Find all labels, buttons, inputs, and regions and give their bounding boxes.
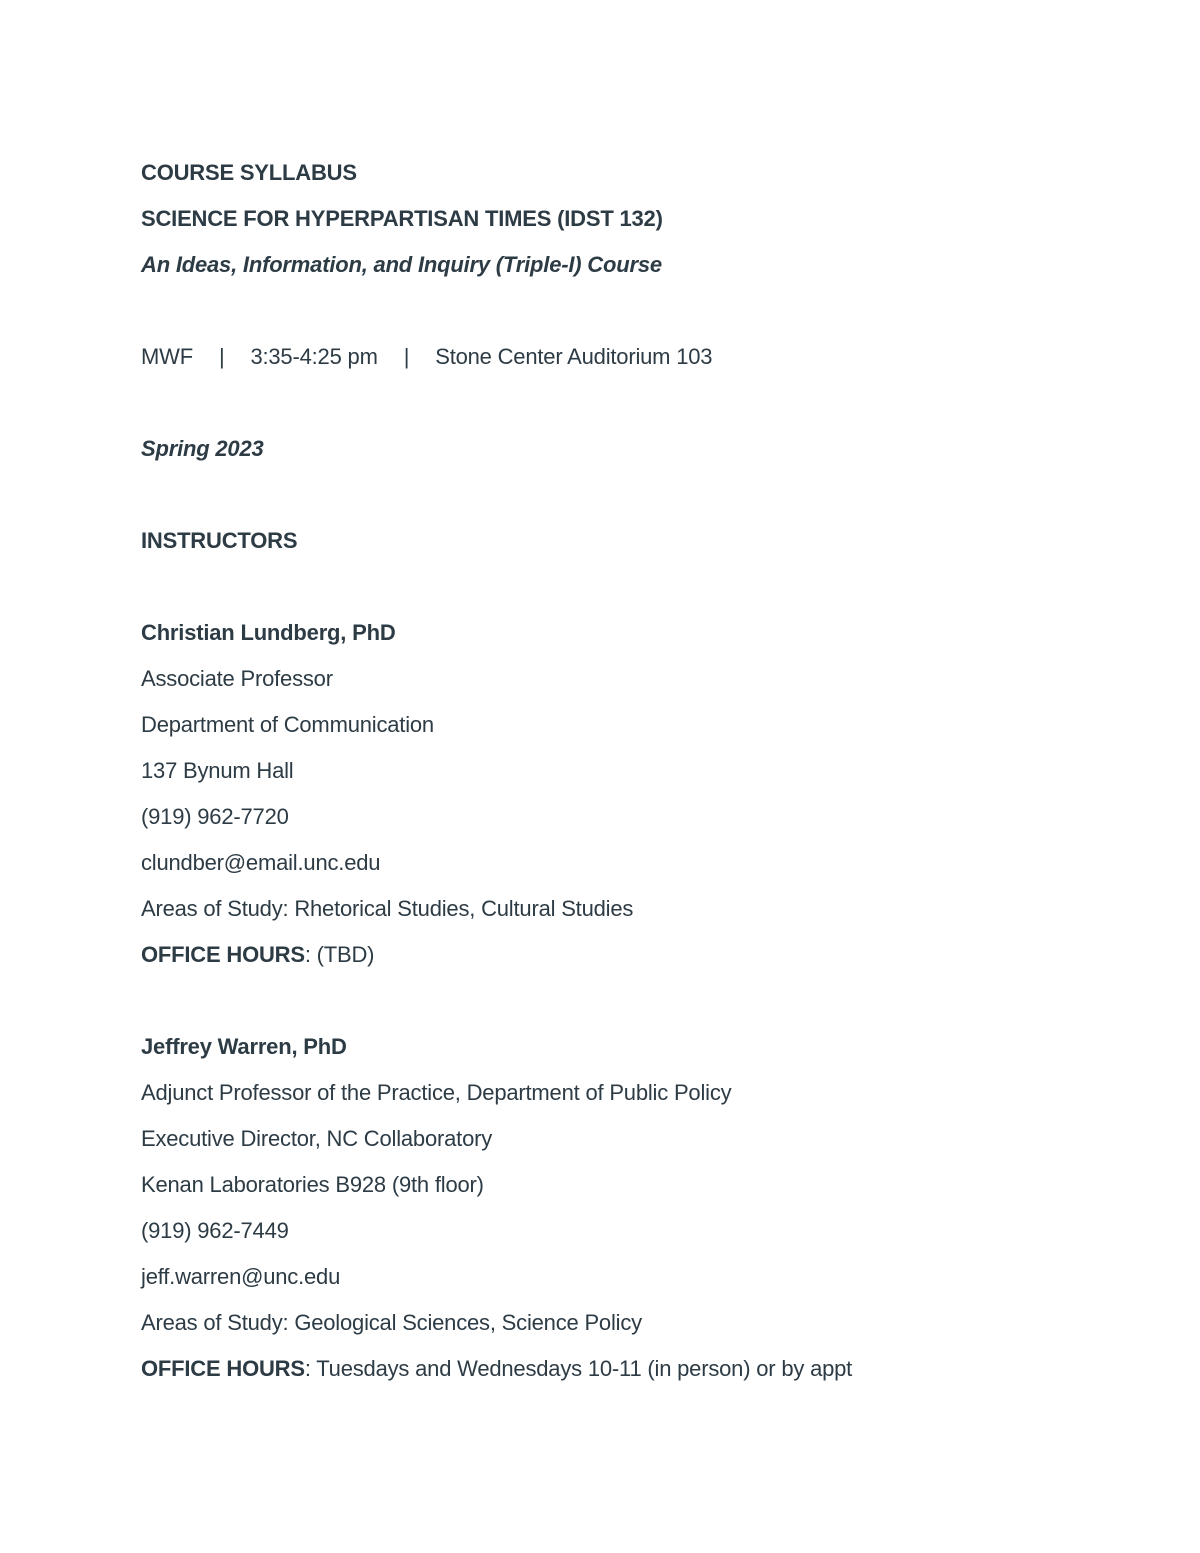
instructor-block (141, 1032, 1101, 1400)
instructor-areas: Areas of Study: Geological Sciences, Science Policy (141, 1310, 642, 1335)
term: Spring 2023 (141, 436, 264, 461)
office-hours-label: OFFICE HOURS (141, 942, 305, 967)
office-hours-value: : (TBD) (304, 942, 375, 967)
instructor-title: Associate Professor (141, 666, 333, 691)
instructor-office: 137 Bynum Hall (141, 758, 294, 783)
course-subtitle: An Ideas, Information, and Inquiry (Triple-I) Course (141, 252, 662, 277)
spacer (141, 480, 1101, 526)
office-hours-value: : Tuesdays and Wednesdays 10-11 (in person) or by appt (304, 1356, 853, 1381)
instructor-name: Christian Lundberg, PhD (141, 620, 396, 645)
instructor-role: Executive Director, NC Collaboratory (141, 1126, 493, 1151)
instructor-office-hours (141, 1354, 1101, 1400)
instructor-phone: (919) 962-7720 (141, 804, 289, 829)
spacer (141, 388, 1101, 434)
doc-label: COURSE SYLLABUS (141, 160, 357, 185)
schedule-location: Stone Center Auditorium 103 (435, 344, 713, 369)
instructor-office: Kenan Laboratories B928 (9th floor) (141, 1172, 484, 1197)
instructor-name: Jeffrey Warren, PhD (141, 1034, 347, 1059)
instructor-title: Adjunct Professor of the Practice, Department of Public Policy (141, 1080, 732, 1105)
schedule-days: MWF (141, 344, 193, 369)
office-hours-label: OFFICE HOURS (141, 1356, 305, 1381)
instructor-block (141, 618, 1101, 986)
schedule-separator: | (403, 344, 410, 369)
instructor-email: clundber@email.unc.edu (141, 850, 381, 875)
instructor-phone: (919) 962-7449 (141, 1218, 289, 1243)
spacer (141, 296, 1101, 342)
instructor-office-hours (141, 940, 1101, 986)
spacer (141, 572, 1101, 618)
instructor-email: jeff.warren@unc.edu (141, 1264, 341, 1289)
schedule-separator: | (218, 344, 225, 369)
spacer (141, 986, 1101, 1032)
syllabus-page (141, 158, 1101, 1400)
instructors-heading: INSTRUCTORS (141, 528, 298, 553)
schedule-time: 3:35-4:25 pm (250, 344, 378, 369)
schedule-line (141, 342, 1101, 388)
instructor-areas: Areas of Study: Rhetorical Studies, Cultural Studies (141, 896, 634, 921)
course-title: SCIENCE FOR HYPERPARTISAN TIMES (IDST 132) (141, 206, 663, 231)
instructor-department: Department of Communication (141, 712, 434, 737)
